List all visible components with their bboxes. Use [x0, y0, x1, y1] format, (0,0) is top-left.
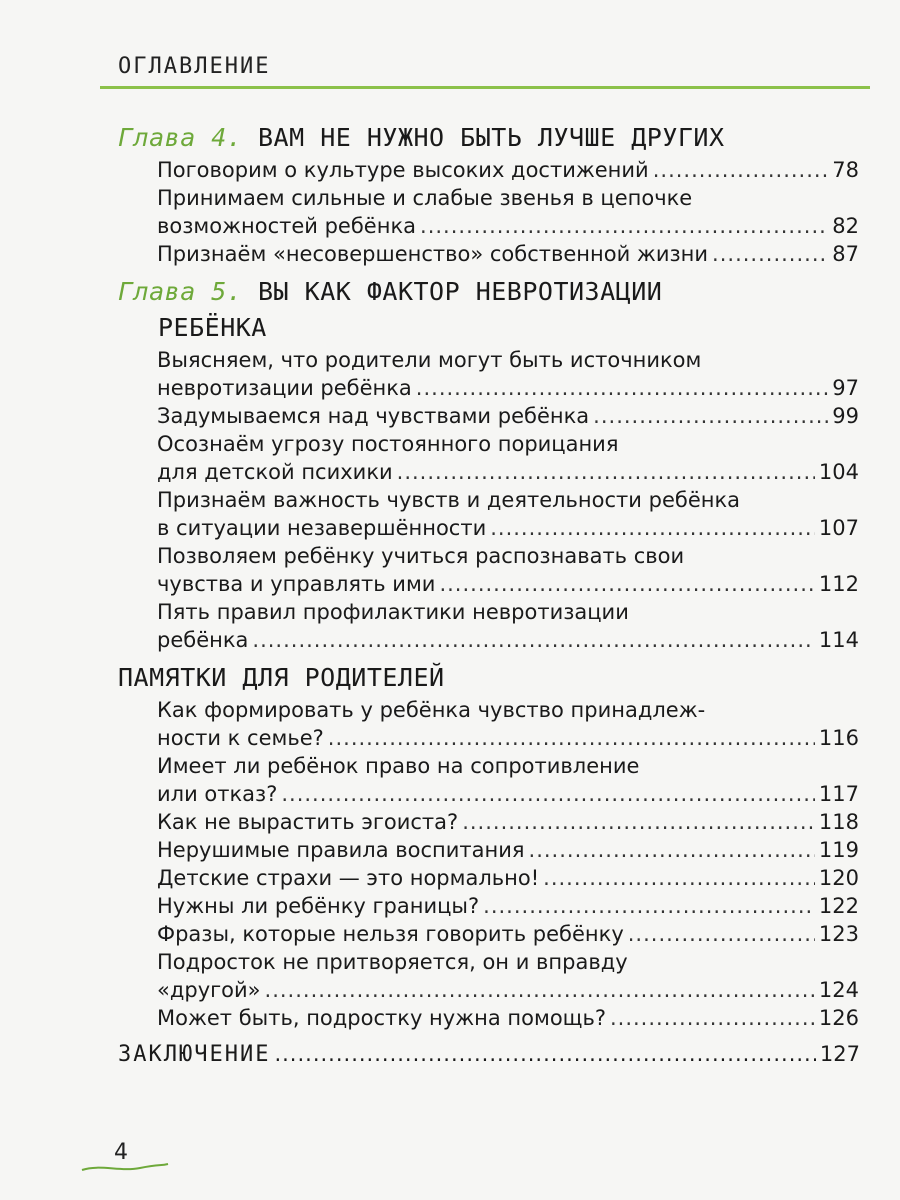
- chapter-title: ПАМЯТКИ ДЛЯ РОДИТЕЛЕЙ: [118, 663, 445, 692]
- toc-entry[interactable]: [157, 430, 859, 486]
- entry-title-line: Нерушимые правила воспитания: [157, 838, 525, 862]
- toc-entry[interactable]: [157, 156, 859, 184]
- dot-leader: [483, 892, 815, 920]
- dot-leader: [610, 1004, 815, 1032]
- dot-leader: [712, 240, 828, 268]
- page-number-swirl-icon: [80, 1160, 170, 1174]
- toc-entry[interactable]: [157, 402, 859, 430]
- chapter-number: Глава 4.: [118, 123, 243, 152]
- toc-entry[interactable]: [157, 948, 859, 1004]
- entry-page-number: 117: [818, 782, 859, 806]
- entry-title-line: Нужны ли ребёнку границы?: [157, 894, 480, 918]
- dot-leader: [416, 374, 828, 402]
- entry-title-line: невротизации ребёнка: [157, 376, 412, 400]
- entry-title-line: Имеет ли ребёнок право на сопротивление: [157, 754, 640, 778]
- chapter-title-continued: РЕБЁНКА: [158, 313, 267, 342]
- entry-title-line: Детские страхи — это нормально!: [157, 866, 540, 890]
- entry-title-line: ности к семье?: [157, 726, 324, 750]
- entry-page-number: 116: [818, 726, 859, 750]
- chapter-heading[interactable]: [118, 660, 866, 696]
- entry-page-number: 118: [818, 810, 859, 834]
- entry-title-line: «другой»: [157, 978, 261, 1002]
- dot-leader: [252, 626, 815, 654]
- entry-title-line: чувства и управлять ими: [157, 572, 436, 596]
- entry-page-number: 127: [819, 1042, 860, 1066]
- entry-title-line: Позволяем ребёнку учиться распознавать свои: [157, 544, 685, 568]
- entry-title-line: Как не вырастить эгоиста?: [157, 810, 459, 834]
- chapter-heading[interactable]: [118, 274, 866, 346]
- dot-leader: [328, 724, 815, 752]
- toc-entry[interactable]: [157, 836, 859, 864]
- entry-title-line: в ситуации незавершённости: [157, 516, 487, 540]
- entry-title-line: ребёнка: [157, 628, 249, 652]
- entry-page-number: 82: [832, 214, 859, 238]
- entry-page-number: 97: [832, 376, 859, 400]
- entry-title-line: возможностей ребёнка: [157, 214, 417, 238]
- dot-leader: [653, 156, 829, 184]
- chapter-heading[interactable]: [118, 120, 866, 156]
- table-of-contents: [0, 120, 900, 1071]
- dot-leader: [420, 212, 828, 240]
- conclusion-title: ЗАКЛЮЧЕНИЕ: [118, 1042, 271, 1067]
- page-number: 4: [114, 1140, 128, 1165]
- toc-entry-conclusion[interactable]: [118, 1038, 860, 1071]
- entry-title-line: Может быть, подростку нужна помощь?: [157, 1006, 606, 1030]
- entry-title-line: Поговорим о культуре высоких достижений: [157, 158, 649, 182]
- chapter-number: Глава 5.: [118, 277, 243, 306]
- entry-page-number: 119: [818, 838, 859, 862]
- entry-page-number: 122: [818, 894, 859, 918]
- entry-page-number: 107: [818, 516, 859, 540]
- entry-title-line: Принимаем сильные и слабые звенья в цепочке: [157, 186, 693, 210]
- toc-entry[interactable]: [157, 486, 859, 542]
- entry-title-line: Фразы, которые нельзя говорить ребёнку: [157, 922, 624, 946]
- toc-entry[interactable]: [157, 864, 859, 892]
- toc-header: ОГЛАВЛЕНИЕ: [118, 54, 271, 79]
- toc-entry[interactable]: [157, 240, 859, 268]
- toc-entry[interactable]: [157, 752, 859, 808]
- toc-entry[interactable]: [157, 808, 859, 836]
- entry-page-number: 123: [818, 922, 859, 946]
- dot-leader: [628, 920, 815, 948]
- header-divider: [100, 86, 870, 89]
- entry-title-line: Как формировать у ребёнка чувство принадлеж-: [157, 698, 706, 722]
- entry-title-line: Задумываемся над чувствами ребёнка: [157, 404, 590, 428]
- entry-title-line: Пять правил профилактики невротизации: [157, 600, 629, 624]
- entry-page-number: 99: [832, 404, 859, 428]
- entry-page-number: 78: [832, 158, 859, 182]
- entry-page-number: 104: [818, 460, 859, 484]
- toc-entry[interactable]: [157, 598, 859, 654]
- entry-title-line: Признаём важность чувств и деятельности ребёнка: [157, 488, 741, 512]
- entry-page-number: 126: [818, 1006, 859, 1030]
- toc-entry[interactable]: [157, 920, 859, 948]
- entry-title-line: Осознаём угрозу постоянного порицания: [157, 432, 619, 456]
- toc-entry[interactable]: [157, 346, 859, 402]
- dot-leader: [281, 780, 815, 808]
- toc-entry[interactable]: [157, 1004, 859, 1032]
- toc-entry[interactable]: [157, 892, 859, 920]
- dot-leader: [462, 808, 815, 836]
- toc-entry[interactable]: [157, 696, 859, 752]
- entry-title-line: Выясняем, что родители могут быть источником: [157, 348, 702, 372]
- dot-leader: [490, 514, 815, 542]
- entry-title-line: Признаём «несовершенство» собственной жизни: [157, 242, 709, 266]
- entry-page-number: 87: [832, 242, 859, 266]
- toc-entry[interactable]: [157, 184, 859, 240]
- entry-page-number: 124: [818, 978, 859, 1002]
- chapter-title: ВАМ НЕ НУЖНО БЫТЬ ЛУЧШЕ ДРУГИХ: [257, 123, 725, 152]
- entry-page-number: 120: [818, 866, 859, 890]
- dot-leader: [593, 402, 828, 430]
- entry-title-line: Подросток не притворяется, он и вправду: [157, 950, 628, 974]
- entry-page-number: 112: [818, 572, 859, 596]
- toc-entry[interactable]: [157, 542, 859, 598]
- entry-title-line: или отказ?: [157, 782, 278, 806]
- dot-leader: [265, 976, 815, 1004]
- entry-page-number: 114: [818, 628, 859, 652]
- dot-leader: [543, 864, 815, 892]
- chapter-title: ВЫ КАК ФАКТОР НЕВРОТИЗАЦИИ: [257, 277, 663, 306]
- dot-leader: [397, 458, 815, 486]
- dot-leader: [529, 836, 815, 864]
- dot-leader: [439, 570, 814, 598]
- entry-title-line: для детской психики: [157, 460, 393, 484]
- dot-leader: [274, 1038, 815, 1070]
